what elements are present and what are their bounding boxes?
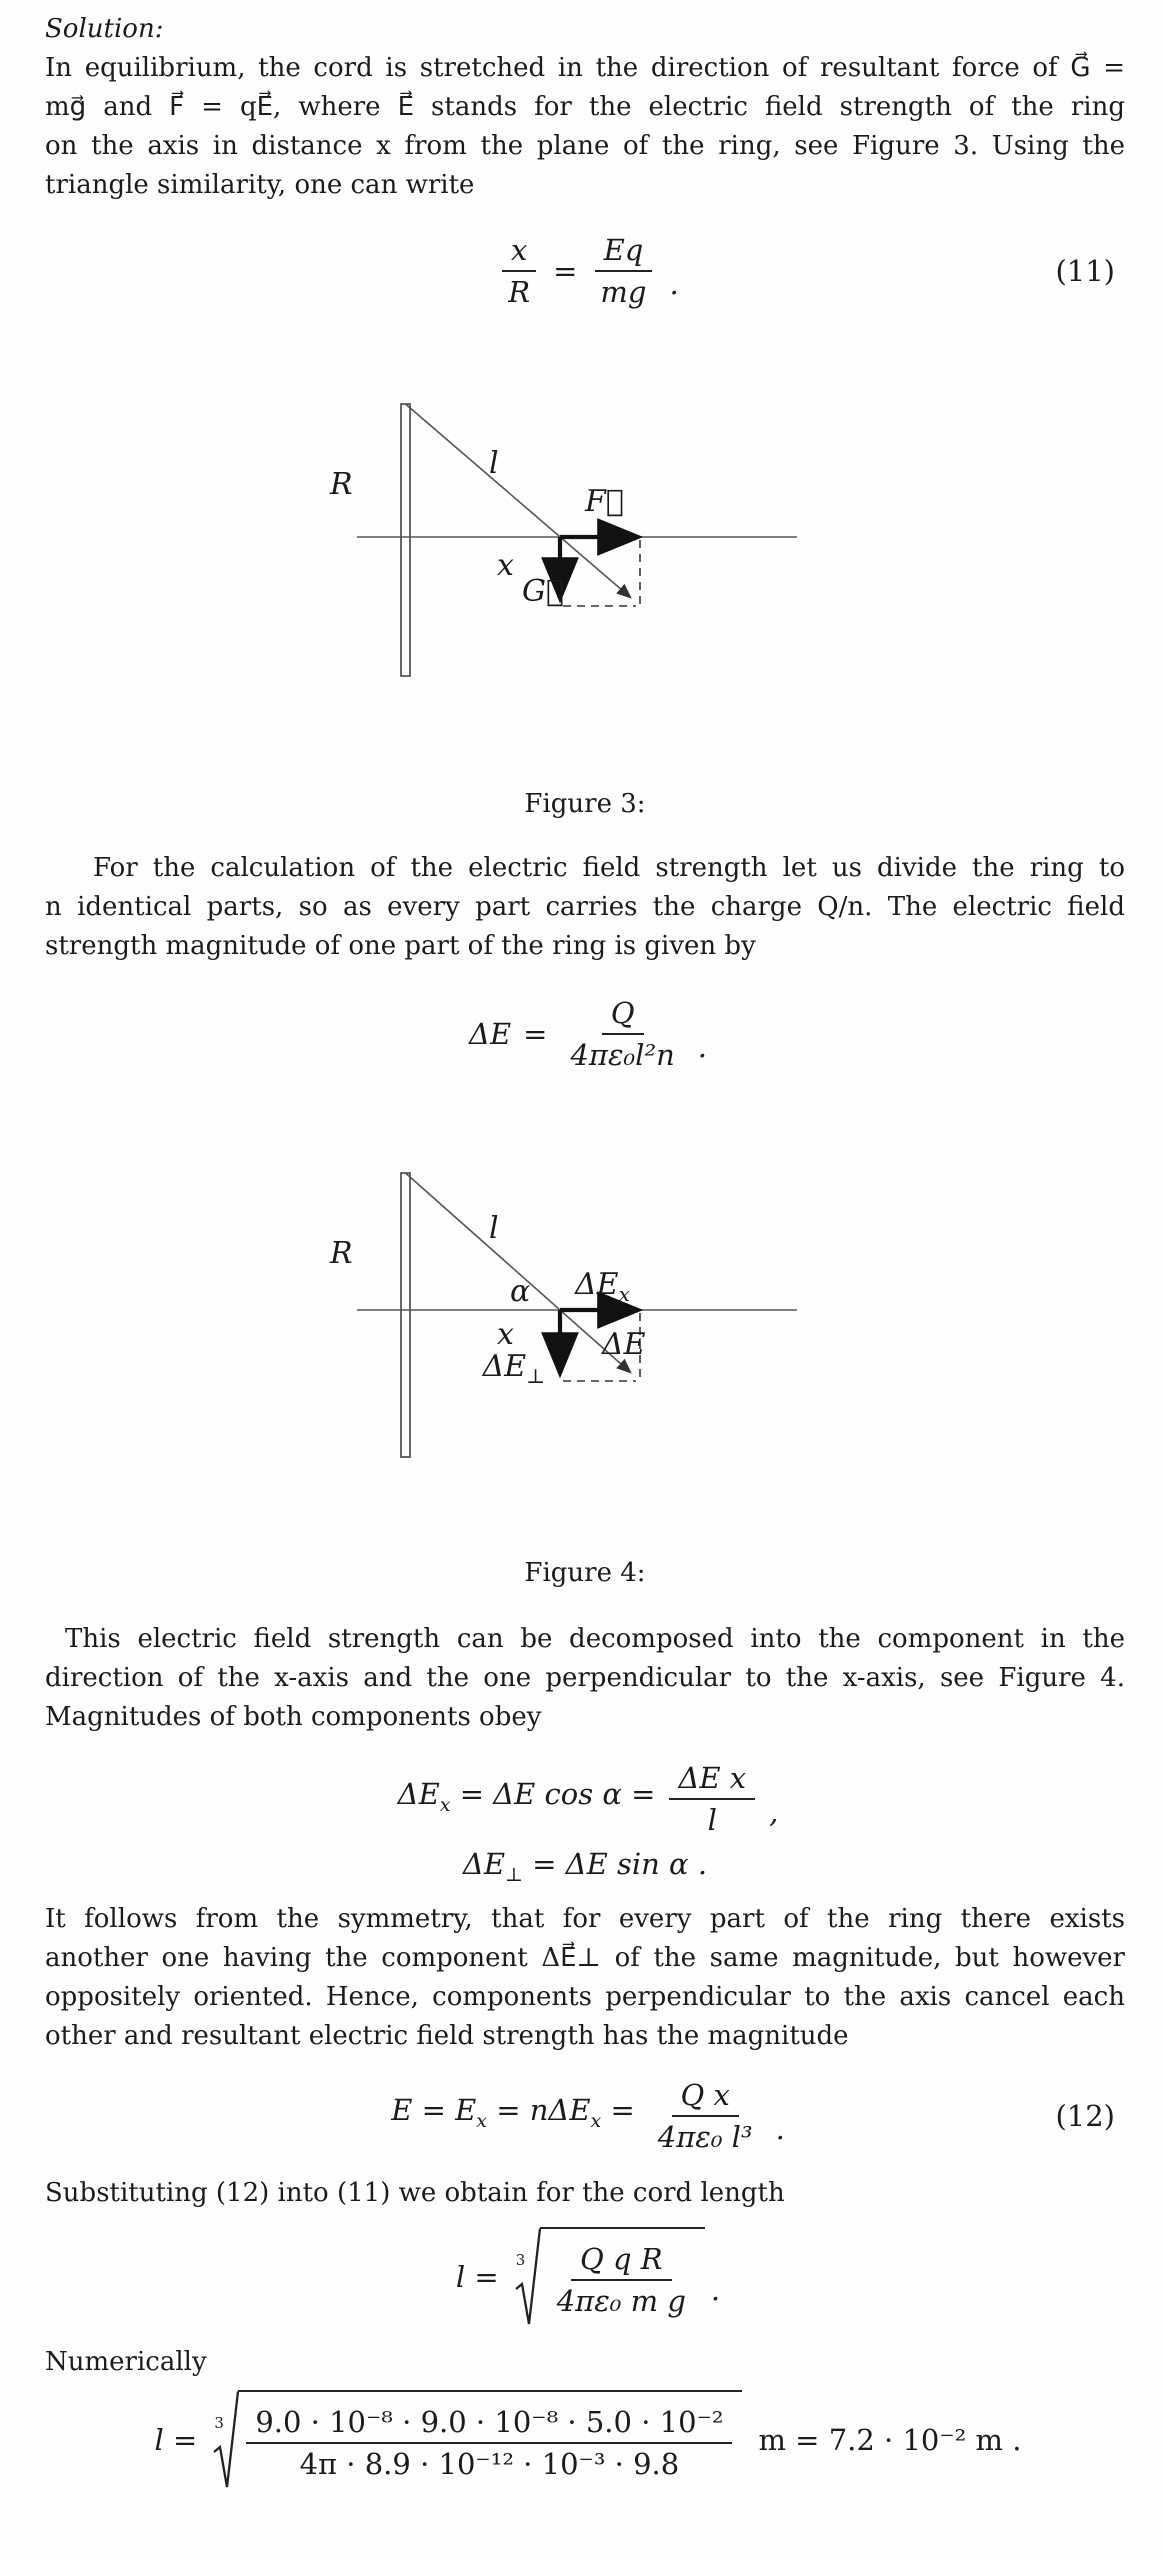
label-R: R (330, 467, 353, 502)
equation-cord-length: l = 3 $\frac{\text{Q q R}}{\text{4πε₀ m g}}$ . (45, 2227, 1125, 2327)
paragraph-line: It follows from the symmetry, that for every part of the ring there exists (45, 1903, 1125, 1934)
paragraph-line: This electric field strength can be decomposed into the component in the (65, 1624, 1125, 1654)
equation-delta-e-perp: $\Delta E_\perp = \Delta E$ sin α . (462, 1847, 708, 1886)
label-delta-e: ΔE (602, 1327, 646, 1362)
fraction: $\frac{x}{R}$ (499, 233, 539, 309)
ring-bar (401, 404, 410, 676)
equation-number: (12) (1055, 2098, 1115, 2133)
cube-root (515, 2227, 705, 2327)
figure-3-caption: Figure 3: (524, 789, 646, 819)
equation-delta-e: ΔE = $\frac{Q}{\text{4πε₀l²n}}$ . (469, 996, 707, 1072)
label-x: x (497, 1317, 514, 1352)
label-delta-e-perp: $\Delta E_\perp$ (482, 1349, 545, 1388)
fraction: $\frac{Q}{\text{4πε₀l²n}}$ (570, 996, 675, 1072)
label-l: l (489, 1211, 499, 1246)
solution-heading: Solution: (45, 14, 164, 44)
root-index: 3 (515, 2250, 526, 2269)
equation-delta-ex: $\Delta E_x = \Delta E$ cos α = $\frac{\text{ΔE x}}{l}$ , (397, 1761, 779, 1837)
fraction: $\frac{\text{Q q R}}{\text{4πε₀ m g}}$ (556, 2242, 686, 2319)
label-R: R (330, 1236, 353, 1271)
figure-4-caption: Figure 4: (524, 1558, 646, 1588)
figure-3-diagram (317, 399, 817, 709)
paragraph-line: In equilibrium, the cord is stretched in the direction of resultant force of G⃗ = (45, 53, 1125, 83)
fraction: $\frac{\text{9.0 · 10⁻⁸ · 9.0 · 10⁻⁸ · 5.0 · 10⁻²}}{\text{4π · 8.9 · 10⁻¹² · 10⁻³ · 9.8}}$ (246, 2405, 732, 2481)
paragraph-3 (45, 1620, 1125, 1737)
paragraph-line: mg⃗ and F⃗ = qE⃗, where E⃗ stands for the electric field strength of the ring (45, 92, 1125, 122)
figure-4-diagram (317, 1168, 817, 1478)
paragraph-line: other and resultant electric field strength has the magnitude (45, 2020, 849, 2051)
paragraph-line: oppositely oriented. Hence, components perpendicular to the axis cancel each (45, 1981, 1125, 2012)
equation-11: $\frac{x}{R}$ = $\frac{Eq}{mg}$ . (11) (45, 233, 1125, 309)
cube-root (213, 2390, 742, 2490)
ring-bar (401, 1173, 410, 1457)
paragraph-line: For the calculation of the electric field strength let us divide the ring to (93, 853, 1125, 883)
paragraph-line: Magnitudes of both components obey (45, 1702, 542, 1732)
label-alpha: α (510, 1274, 531, 1309)
paragraph-line: another one having the component ΔE⃗⊥ of the same magnitude, but however (45, 1942, 1125, 1973)
label-x: x (497, 548, 514, 583)
equation-numeric: l = 3 $\frac{\text{9.0 · 10⁻⁸ · 9.0 · 10⁻⁸ · 5.0 · 10⁻²}}{\text{4π · 8.9 · 10⁻¹² · 10⁻³ · 9.8}}$ m = 7.2 · 10⁻² m . (45, 2390, 1125, 2490)
equation-12: $E = E_x = n\Delta E_x$ = $\frac{\text{Q x}}{\text{4πε₀ l³}}$ . (12) (391, 2077, 1115, 2154)
paragraph-1 (45, 49, 1125, 205)
paragraph-line: n identical parts, so as every part carries the charge Q/n. The electric field (45, 892, 1125, 922)
paragraph-4 (45, 1900, 1125, 2056)
equation-number: (11) (1055, 254, 1115, 288)
label-F-vector: F⃗ (585, 484, 624, 519)
fraction: $\frac{\text{Q x}}{\text{4πε₀ l³}}$ (657, 2077, 753, 2154)
label-l: l (489, 446, 499, 481)
label-G-vector: G⃗ (522, 574, 564, 609)
paragraph-line: on the axis in distance x from the plane of the ring, see Figure 3. Using the (45, 131, 1125, 161)
label-delta-e-x: $\Delta E_x$ (575, 1267, 630, 1306)
paragraph-5: Substituting (12) into (11) we obtain for the cord length (45, 2177, 785, 2208)
numeric-result: m = 7.2 · 10⁻² m . (758, 2422, 1022, 2457)
radical-sign (515, 2227, 541, 2327)
fraction: $\frac{Eq}{mg}$ (591, 233, 655, 309)
root-index: 3 (214, 2413, 224, 2432)
paragraph-line: direction of the x-axis and the one perpendicular to the x-axis, see Figure 4. (45, 1663, 1125, 1693)
paragraph-2 (45, 849, 1125, 966)
paragraph-line: triangle similarity, one can write (45, 170, 475, 200)
paragraph-line: strength magnitude of one part of the ring is given by (45, 931, 756, 961)
paragraph-6: Numerically (45, 2346, 207, 2377)
fraction: $\frac{\text{ΔE x}}{l}$ (669, 1761, 755, 1837)
radical-sign (213, 2390, 239, 2490)
